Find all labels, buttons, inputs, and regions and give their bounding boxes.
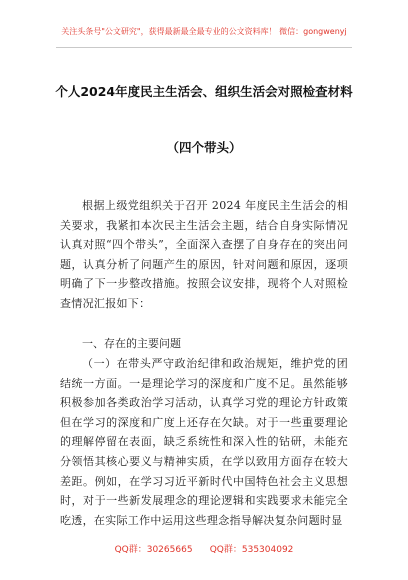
header-note: 关注头条号"公文研究"，获得最新最全最专业的公文资料库！ 微信：gongwenyj [61,27,347,36]
footer-contact: QQ群：30265665 QQ群：535304092 [114,545,294,555]
intro-paragraph: 根据上级党组织关于召开 2024 年度民主生活会的相关要求，我紧扣本次民主生活会主题，结合自身实际情况认真对照“四个带头”，全面深入查摆了自身存在的突出问题，认真分析了问题产生的原因，针对问题和原因，逐项明确了下一步整改措施。按照会议安排，现将个人对照检查情况汇报如下： [60,199,348,310]
document-title: 个人2024年度民主生活会、组织生活会对照检查材料（四个带头） [55,84,353,155]
section-paragraph: （一）在带头严守政治纪律和政治规矩，维护党的团结统一方面。一是理论学习的深度和广度不足。虽然能够积极参加各类政治学习活动，认真学习党的理论方针政策但在学习的深度和广度上还存在欠缺。对于一些重要理论的理解停留在表面，缺乏系统性和深入性的钻研，未能充分领悟其核心要义与精神实质，在学以致用方面存在较大差距。例如，在学习习近平新时代中国特色社会主义思想时，对于一些新发展理念的理论逻辑和实践要求未能完全吃透，在实际工作中运用这些理念指导解决复杂问题时显 [60,357,348,527]
section-heading: 一、存在的主要问题 [82,337,181,350]
header-divider [56,47,352,48]
